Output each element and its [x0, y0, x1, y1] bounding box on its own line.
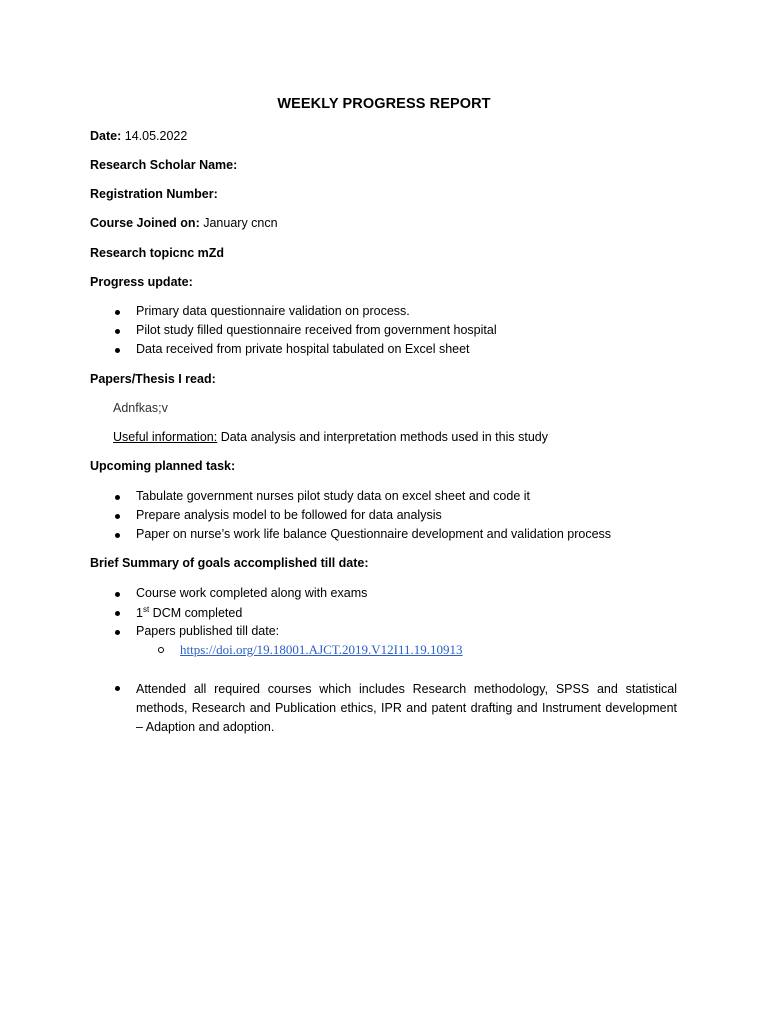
papers-value: Adnfkas;v — [113, 401, 168, 415]
list-item-text: Paper on nurse’s work life balance Questionnaire development and validation process — [136, 527, 612, 541]
course-joined-value: January cncn — [203, 216, 278, 230]
scholar-name-label: Research Scholar Name: — [90, 158, 238, 172]
dcm-text: DCM completed — [149, 606, 243, 621]
progress-heading: Progress update: — [90, 275, 193, 289]
bullet-icon — [115, 329, 120, 334]
bullet-icon — [115, 611, 120, 616]
ordinal-number: 1 — [136, 606, 143, 621]
list-item-text — [136, 605, 242, 620]
list-item-paragraph: Attended all required courses which includes Research methodology, SPSS and statistical methods, Research and Publication ethics, IPR and patent drafting and Instrument development – Adaption and adoption. — [136, 682, 677, 734]
list-item-text: Prepare analysis model to be followed for data analysis — [136, 508, 442, 522]
date-value: 14.05.2022 — [124, 129, 188, 143]
report-title: WEEKLY PROGRESS REPORT — [277, 96, 491, 112]
list-item-text: Data received from private hospital tabulated on Excel sheet — [136, 342, 470, 356]
bullet-icon — [115, 686, 120, 691]
bullet-icon — [115, 348, 120, 353]
list-item-text: Tabulate government nurses pilot study data on excel sheet and code it — [136, 489, 531, 503]
bullet-icon — [115, 630, 120, 635]
course-joined-label: Course Joined on: — [90, 216, 200, 230]
research-topic-label: Research topicnc mZd — [90, 246, 225, 260]
list-item-text: Course work completed along with exams — [136, 586, 368, 600]
list-item-text: Papers published till date: — [136, 624, 280, 638]
date-line — [90, 129, 187, 143]
bullet-icon — [115, 514, 120, 519]
registration-label: Registration Number: — [90, 187, 218, 201]
papers-heading: Papers/Thesis I read: — [90, 372, 216, 386]
ordinal-suffix: st — [142, 605, 150, 614]
date-label: Date: — [90, 129, 122, 143]
bullet-icon — [115, 495, 120, 500]
useful-info-label: Useful information: — [113, 430, 218, 444]
doi-link[interactable]: https://doi.org/19.18001.AJCT.2019.V12I11.19.10913 — [180, 642, 463, 657]
list-item-text: Pilot study filled questionnaire received from government hospital — [136, 323, 497, 337]
bullet-icon — [115, 592, 120, 597]
course-joined-line — [90, 216, 278, 230]
useful-info-value: Data analysis and interpretation methods used in this study — [220, 430, 548, 444]
circle-bullet-icon — [158, 647, 164, 653]
bullet-icon — [115, 533, 120, 538]
useful-info-line — [113, 430, 548, 444]
summary-heading: Brief Summary of goals accomplished till date: — [90, 556, 369, 570]
upcoming-heading: Upcoming planned task: — [90, 459, 236, 473]
list-item-text: Primary data questionnaire validation on process. — [136, 304, 410, 318]
bullet-icon — [115, 310, 120, 315]
